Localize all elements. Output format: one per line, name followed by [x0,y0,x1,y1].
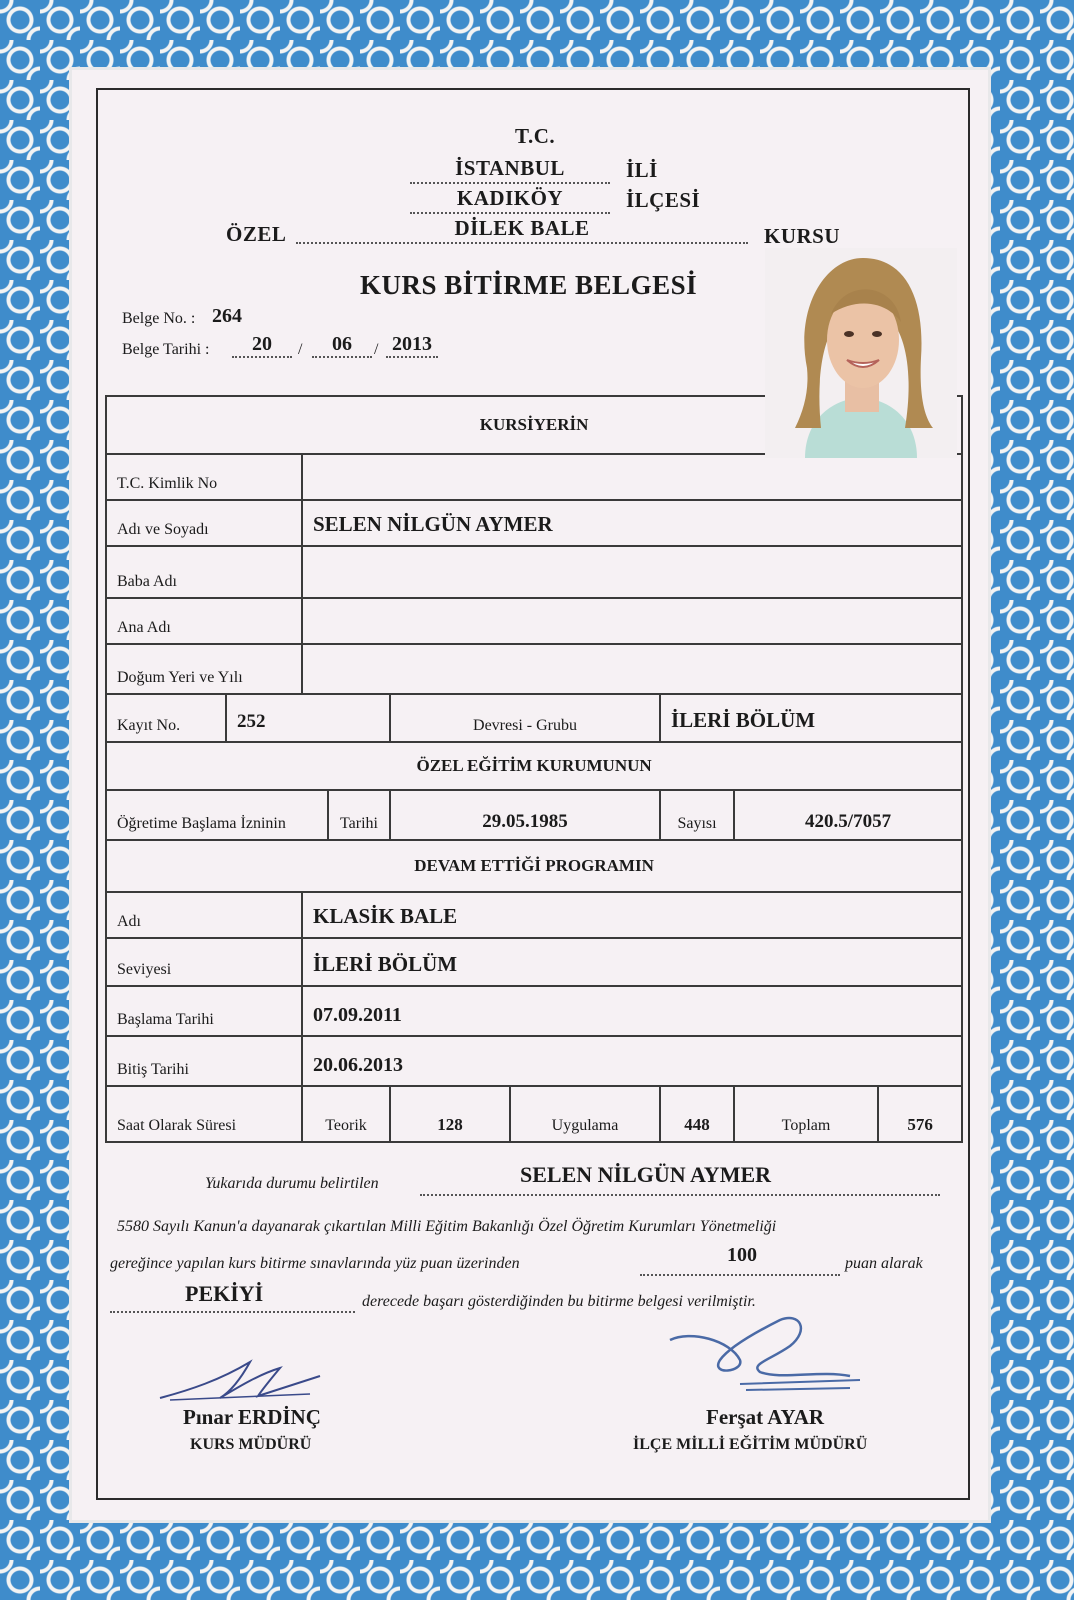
program-section-title: DEVAM ETTİĞİ PROGRAMIN [106,840,962,892]
course-label: KURSU [764,224,841,248]
permit-number-label: Sayısı [660,790,734,840]
start-date-value: 07.09.2011 [302,986,962,1036]
birth-place-value [302,644,962,694]
cert-no-label: Belge No. : [122,310,196,327]
statement-exam-suffix: puan alarak [845,1255,923,1272]
private-label: ÖZEL [226,222,287,246]
practice-label: Uygulama [510,1086,660,1142]
right-signatory-title: İLÇE MİLLİ EĞİTİM MÜDÜRÜ [633,1436,868,1453]
mother-name-value [302,598,962,644]
group-value: İLERİ BÖLÜM [660,694,962,742]
document-title: KURS BİTİRME BELGESİ [360,270,698,300]
theory-value: 128 [390,1086,510,1142]
left-signatory-name: Pınar ERDİNÇ [183,1405,321,1429]
statement-name: SELEN NİLGÜN AYMER [520,1162,772,1187]
trainee-photo [765,248,957,458]
grade-value: PEKİYİ [185,1281,264,1306]
score-line [640,1266,840,1276]
cert-date-year: 2013 [386,333,438,358]
cert-date-sep-2: / [374,341,379,358]
program-level-value: İLERİ BÖLÜM [302,938,962,986]
trainee-section-title: KURSİYERİN [106,396,962,454]
tc-heading: T.C. [515,124,556,148]
total-value: 576 [878,1086,962,1142]
program-name-label: Adı [106,892,302,938]
program-level-label: Seviyesi [106,938,302,986]
left-signature [150,1350,330,1410]
institution-section-title: ÖZEL EĞİTİM KURUMUNUN [106,742,962,790]
right-signatory-name: Ferşat AYAR [706,1405,825,1429]
province-label: İLİ [626,158,658,182]
birth-place-label: Doğum Yeri ve Yılı [106,644,302,694]
father-name-value [302,546,962,598]
portrait-image [765,248,957,458]
course-name: DİLEK BALE [296,214,748,244]
cert-date-sep-1: / [298,341,303,358]
name-value: SELEN NİLGÜN AYMER [302,500,962,546]
total-label: Toplam [734,1086,878,1142]
cert-date-label: Belge Tarihi : [122,341,210,358]
cert-date-day: 20 [232,333,292,358]
cert-no-value: 264 [212,305,242,327]
permit-date-value: 29.05.1985 [390,790,660,840]
right-signature [650,1310,870,1410]
group-label: Devresi - Grubu [390,694,660,742]
id-label: T.C. Kimlik No [106,454,302,500]
end-date-value: 20.06.2013 [302,1036,962,1086]
end-date-label: Bitiş Tarihi [106,1036,302,1086]
registration-value: 252 [226,694,390,742]
duration-label: Saat Olarak Süresi [106,1086,302,1142]
father-name-label: Baba Adı [106,546,302,598]
theory-label: Teorik [302,1086,390,1142]
statement-prefix: Yukarıda durumu belirtilen [205,1175,379,1192]
name-label: Adı ve Soyadı [106,500,302,546]
practice-value: 448 [660,1086,734,1142]
start-date-label: Başlama Tarihi [106,986,302,1036]
cert-date-month: 06 [312,333,372,358]
district-label: İLÇESİ [626,188,701,212]
permit-number-value: 420.5/7057 [734,790,962,840]
score-value: 100 [727,1244,757,1266]
statement-final: derecede başarı gösterdiğinden bu bitirme belgesi verilmiştir. [362,1293,756,1310]
district-value: KADIKÖY [410,184,610,214]
left-signatory-title: KURS MÜDÜRÜ [190,1436,312,1453]
permit-date-label: Tarihi [328,790,390,840]
certificate-table [105,395,963,1143]
statement-exam-prefix: gereğince yapılan kurs bitirme sınavlarında yüz puan üzerinden [110,1255,520,1272]
permit-label: Öğretime Başlama İzninin [106,790,328,840]
program-name-value: KLASİK BALE [302,892,962,938]
mother-name-label: Ana Adı [106,598,302,644]
statement-law-line: 5580 Sayılı Kanun'a dayanarak çıkartılan Milli Eğitim Bakanlığı Özel Öğretim Kurumları Yönetmeliği [117,1218,777,1235]
province-value: İSTANBUL [410,154,610,184]
id-value [302,454,962,500]
registration-label: Kayıt No. [106,694,226,742]
